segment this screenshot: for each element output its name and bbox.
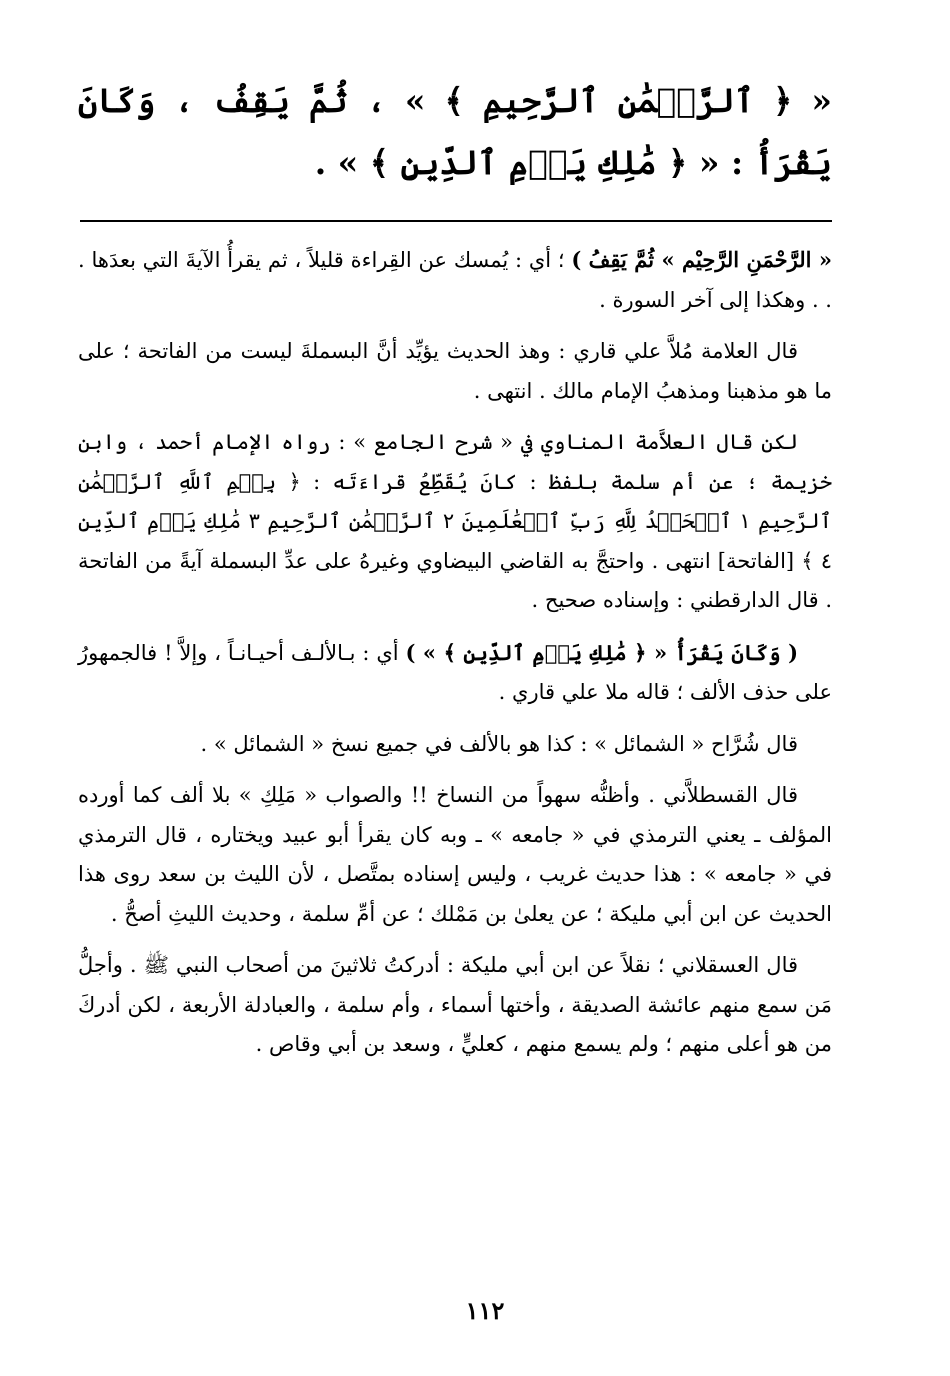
- commentary-paragraph-3: [78, 423, 832, 621]
- commentary-paragraph-2: [78, 332, 832, 411]
- hadith-text: « ﴿ ٱلرَّحۡمَٰنِ ٱلرَّحِيمِ ﴾ » ، ثُمَّ يَقِفُ ، وَكَانَ يَقْرَأُ : « ﴿ مَٰلِكِ يَوۡمِ ٱلدِّينِ ﴾ » .: [78, 81, 832, 182]
- commentary-section: [78, 240, 832, 1065]
- paragraph-text: لكن قال العلاَّمة المناوي في « شرح الجامع » : رواه الإمام أحمد ، وابن خزيمة ؛ عن أم سلمة بلفظ : كانَ يُقَطِّعُ قراءَتَه : ﴿ بِسۡمِ ٱللَّهِ ٱلرَّحۡمَٰنِ ٱلرَّحِيمِ ١ ٱلۡحَمۡدُ لِلَّهِ رَبِّ ٱلۡعَٰلَمِينَ ٢ ٱلرَّحۡمَٰنِ ٱلرَّحِيمِ ٣ مَٰلِكِ يَوۡمِ ٱلدِّينِ ٤ ﴾ [الفاتحة] انتهى . واحتجَّ به القاضي البيضاوي وغيرهُ على عدِّ البسملة آيةً من الفاتحة . قال الدارقطني : وإسناده صحيح .: [78, 430, 832, 612]
- commentary-paragraph-6: [78, 776, 832, 934]
- paragraph-text: ؛ أي : يُمسك عن القِراءة قليلاً ، ثم يقرأُ الآيةَ التي بعدَها . . . وهكذا إلى آخر السورة .: [78, 248, 832, 312]
- quoted-phrase: ( وَكَانَ يَقْرَأُ « ﴿ مَٰلِكِ يَوۡمِ ٱلدِّينِ ﴾ » ): [405, 639, 799, 665]
- page-number: ١١٢: [465, 1296, 505, 1325]
- paragraph-text: قال العسقلاني ؛ نقلاً عن ابن أبي مليكة : أدركتُ ثلاثينَ من أصحاب النبي ﷺ . وأجلُّ مَن سمع منهم عائشة الصديقة ، وأختها أسماء ، وأم سلمة ، والعبادلة الأربعة ، لكن أدركَ من هو أعلى منهم ؛ ولم يسمع منهم ، كعليٍّ ، وسعد بن أبي وقاص .: [78, 953, 832, 1056]
- commentary-paragraph-4: [78, 633, 832, 713]
- divider-line: [80, 220, 832, 222]
- paragraph-text: قال القسطلاَّني . وأظنُّه سهواً من النساخ !! والصواب « مَلِكِ » بلا ألف كما أورده المؤلف ـ يعني الترمذي في « جامعه » ـ وبه كان يقرأ أبو عبيد ويختاره ، قال الترمذي في « جامعه » : هذا حديث غريب ، وليس إسناده بمتَّصل ، لأن الليث بن سعد روى هذا الحديث عن ابن أبي مليكة ؛ عن يعلىٰ بن مَمْلك ؛ عن أمِّ سلمة ، وحديث الليثِ أصحُّ .: [78, 783, 832, 926]
- commentary-paragraph-1: [78, 240, 832, 320]
- paragraph-text: أي : بـالألـف أحيـانـاً ، وإلاَّ ! فالجمهورُ على حذف الألف ؛ قاله ملا علي قاري .: [78, 640, 832, 704]
- quoted-phrase: « الرَّحْمَنِ الرَّحِيْم » ثُمَّ يَقِفُ ): [571, 247, 832, 272]
- paragraph-text: قال شُرَّاح « الشمائل » : كذا هو بالألف في جميع نسخ « الشمائل » .: [200, 731, 798, 756]
- commentary-paragraph-7: [78, 946, 832, 1065]
- paragraph-text: قال العلامة مُلاَّ علي قاري : وهذ الحديث يؤيِّد أنَّ البسملةَ ليست من الفاتحة ؛ على ما هو مذهبنا ومذهبُ الإمام مالك . انتهى .: [78, 339, 832, 403]
- commentary-paragraph-5: [78, 725, 832, 765]
